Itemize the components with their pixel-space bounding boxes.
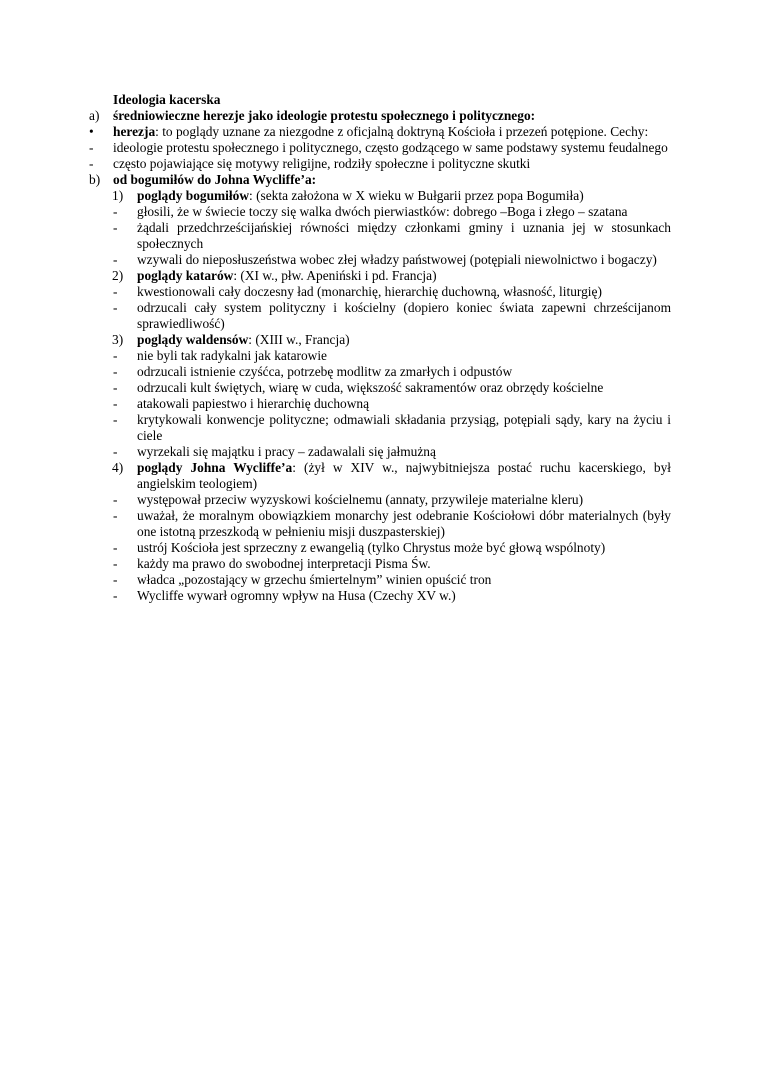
section-b-marker: b) [89,172,101,187]
group-rest: : (sekta założona w X wieku w Bułgarii przez popa Bogumiła) [249,188,584,203]
feature-text: ideologie protestu społecznego i politycznego, często godzącego w same podstawy systemu feudalnego [113,140,668,155]
dash-marker: - [113,588,118,603]
list-item [89,572,671,588]
group-number: 2) [112,268,124,283]
list-item-text: Wycliffe wywarł ogromny wpływ na Husa (Czechy XV w.) [137,588,456,603]
list-item [89,492,671,508]
dash-marker: - [113,300,118,315]
list-item [89,444,671,460]
group-term: poglądy Johna Wycliffe’a [137,460,293,475]
dash-marker: - [113,204,118,219]
group-heading [89,332,671,348]
list-item-text: uważał, że moralnym obowiązkiem monarchy jest odebranie Kościołowi dóbr materialnych (były one istotną przeszkodą w pełnieniu misji duszpasterskiej) [137,508,671,539]
list-item [89,252,671,268]
dash-marker: - [113,572,118,587]
document-content [89,92,671,604]
dash-marker: - [113,396,118,411]
group-rest: : (żył w XIV w., najwybitniejsza postać ruchu kacerskiego, był angielskim teologiem) [137,460,672,491]
group-number: 3) [112,332,124,347]
heresy-groups [89,188,671,604]
list-item-text: władca „pozostający w grzechu śmiertelnym” winien opuścić tron [137,572,492,587]
list-item-text: występował przeciw wyzyskowi kościelnemu (annaty, przywileje materialne kleru) [137,492,584,507]
feature-item [89,140,671,156]
list-item-text: wzywali do nieposłuszeństwa wobec złej władzy państwowej (potępiali niewolnictwo i bogaczy) [137,252,657,267]
features-list [89,140,671,172]
dash-marker: - [113,364,118,379]
document-title: Ideologia kacerska [113,92,221,107]
list-item [89,556,671,572]
group-heading [89,460,671,492]
heresy-text: : to poglądy uznane za niezgodne z oficjalną doktryną Kościoła i przezeń potępione. Cechy: [155,124,649,139]
dash-marker: - [113,348,118,363]
list-item-text: każdy ma prawo do swobodnej interpretacji Pisma Św. [137,556,431,571]
dash-marker: - [113,556,118,571]
dash-marker: - [113,252,118,267]
feature-item [89,156,671,172]
list-item [89,380,671,396]
dash-marker: - [113,220,118,235]
dash-marker: - [113,380,118,395]
list-item [89,540,671,556]
list-item-text: kwestionowali cały doczesny ład (monarchię, hierarchię duchowną, własność, liturgię) [137,284,602,299]
section-a-heading-text: średniowieczne herezje jako ideologie protestu społecznego i politycznego: [113,108,536,123]
list-item [89,284,671,300]
heresy-definition [89,124,671,140]
group-heading [89,188,671,204]
group-rest: : (XIII w., Francja) [248,332,350,347]
dash-marker: - [89,156,94,171]
group-rest: : (XI w., płw. Apeniński i pd. Francja) [233,268,437,283]
heresy-term: herezja [113,124,156,139]
list-item-text: wyrzekali się majątku i pracy – zadawalali się jałmużną [137,444,436,459]
dash-marker: - [113,444,118,459]
section-a-heading [89,108,671,124]
dash-marker: - [113,540,118,555]
dash-marker: - [113,492,118,507]
group-heading [89,268,671,284]
feature-text: często pojawiające się motywy religijne, rodziły społeczne i polityczne skutki [113,156,531,171]
dash-marker: - [89,140,94,155]
dash-marker: - [113,508,118,523]
list-item [89,508,671,540]
section-b-heading-text: od bogumiłów do Johna Wycliffe’a: [113,172,317,187]
dash-marker: - [113,412,118,427]
list-item-text: odrzucali kult świętych, wiarę w cuda, większość sakramentów oraz obrzędy kościelne [137,380,604,395]
list-item [89,220,671,252]
dash-marker: - [113,284,118,299]
list-item [89,364,671,380]
section-a-marker: a) [89,108,100,123]
group-term: poglądy bogumiłów [137,188,249,203]
bullet-icon: • [89,124,94,139]
list-item-text: atakowali papiestwo i hierarchię duchowną [137,396,370,411]
list-item-text: odrzucali istnienie czyśćca, potrzebę modlitw za zmarłych i odpustów [137,364,513,379]
list-item [89,396,671,412]
list-item-text: żądali przedchrześcijańskiej równości między członkami gminy i uznania jej w stosunkach społecznych [137,220,671,251]
list-item [89,348,671,364]
group-number: 4) [112,460,124,475]
list-item [89,204,671,220]
group-term: poglądy katarów [137,268,234,283]
list-item [89,300,671,332]
section-b-heading [89,172,671,188]
list-item [89,588,671,604]
list-item [89,412,671,444]
list-item-text: odrzucali cały system polityczny i kościelny (dopiero koniec świata zapewni chrześcijanom sprawiedliwość) [137,300,671,331]
list-item-text: ustrój Kościoła jest sprzeczny z ewangelią (tylko Chrystus może być głową wspólnoty) [137,540,606,555]
group-number: 1) [112,188,124,203]
list-item-text: krytykowali konwencje polityczne; odmawiali składania przysiąg, potępiali sądy, kary na życiu i ciele [137,412,671,443]
list-item-text: nie byli tak radykalni jak katarowie [137,348,328,363]
list-item-text: głosili, że w świecie toczy się walka dwóch pierwiastków: dobrego –Boga i złego – szatana [137,204,628,219]
group-term: poglądy waldensów [137,332,249,347]
